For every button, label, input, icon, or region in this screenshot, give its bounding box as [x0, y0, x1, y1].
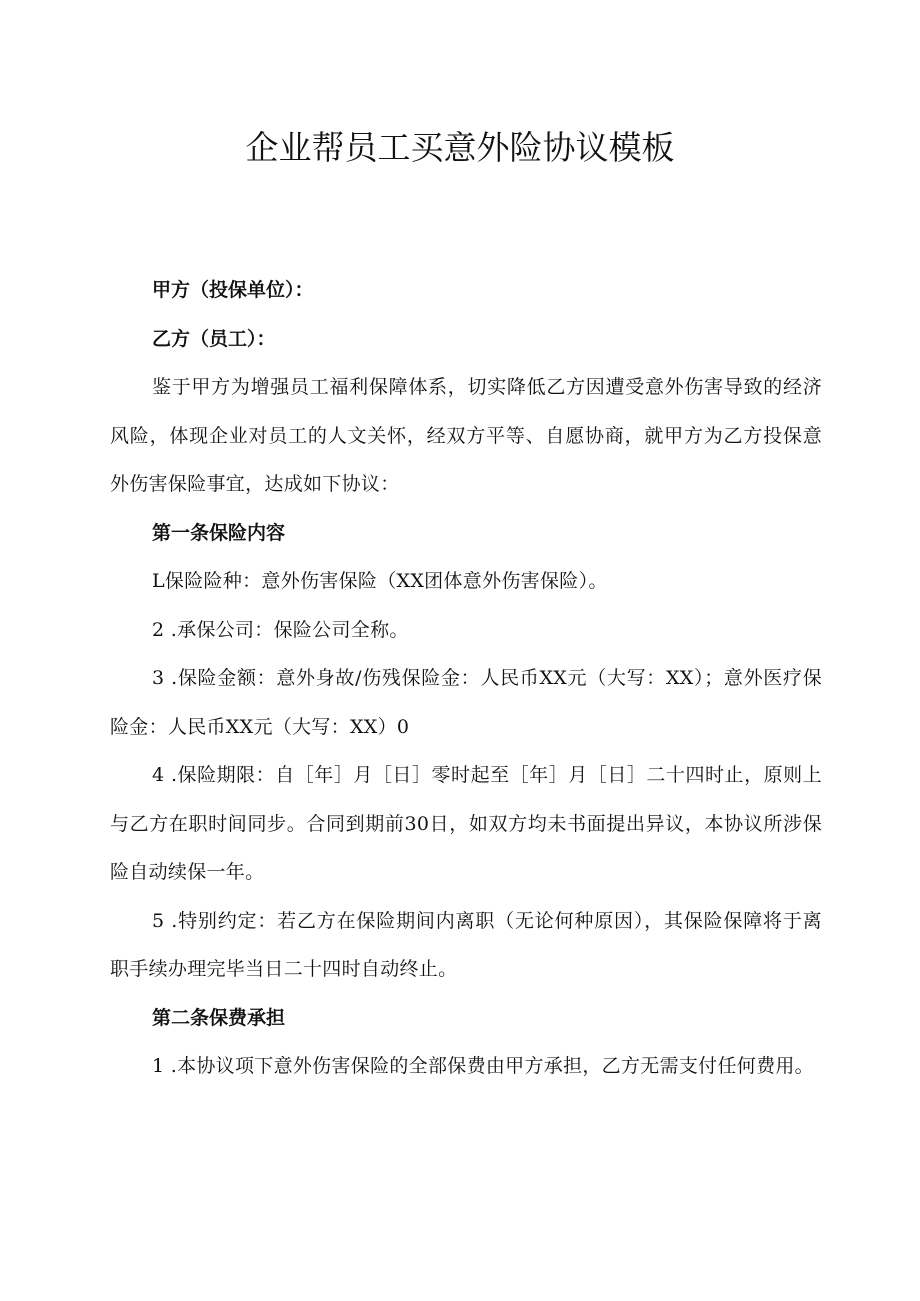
article2-item-1: 1 .本协议项下意外伤害保险的全部保费由甲方承担，乙方无需支付任何费用。 [152, 1055, 814, 1077]
document-title: 企业帮员工买意外险协议模板 [245, 128, 675, 167]
document-body [110, 266, 822, 1091]
article1-item-3: 3 .保险金额：意外身故/伤残保险金：人民币XX元（大写：XX）；意外医疗保险金：人民币XX元（大写：XX）0 [110, 667, 822, 738]
preamble-paragraph: 鉴于甲方为增强员工福利保障体系，切实降低乙方因遭受意外伤害导致的经济风险，体现企业对员工的人文关怀，经双方平等、自愿协商，就甲方为乙方投保意外伤害保险事宜，达成如下协议： [110, 376, 822, 495]
article1-item-1: L保险险种：意外伤害保险（XX团体意外伤害保险）。 [152, 570, 608, 592]
article1-item-2: 2 .承保公司：保险公司全称。 [152, 618, 409, 641]
party-a-line: 甲方（投保单位）： [152, 279, 314, 301]
article1-heading: 第一条保险内容 [152, 521, 286, 544]
article1-item-5: 5 .特别约定：若乙方在保险期间内离职（无论何种原因），其保险保障将于离职手续办理完毕当日二十四时自动终止。 [110, 909, 822, 980]
article2-heading: 第二条保费承担 [152, 1006, 286, 1029]
article1-item-4: 4 .保险期限：自［年］月［日］零时起至［年］月［日］二十四时止，原则上与乙方在职时间同步。合同到期前30日，如双方均未书面提出异议，本协议所涉保险自动续保一年。 [110, 764, 822, 883]
party-b-line: 乙方（员工）： [152, 327, 276, 350]
